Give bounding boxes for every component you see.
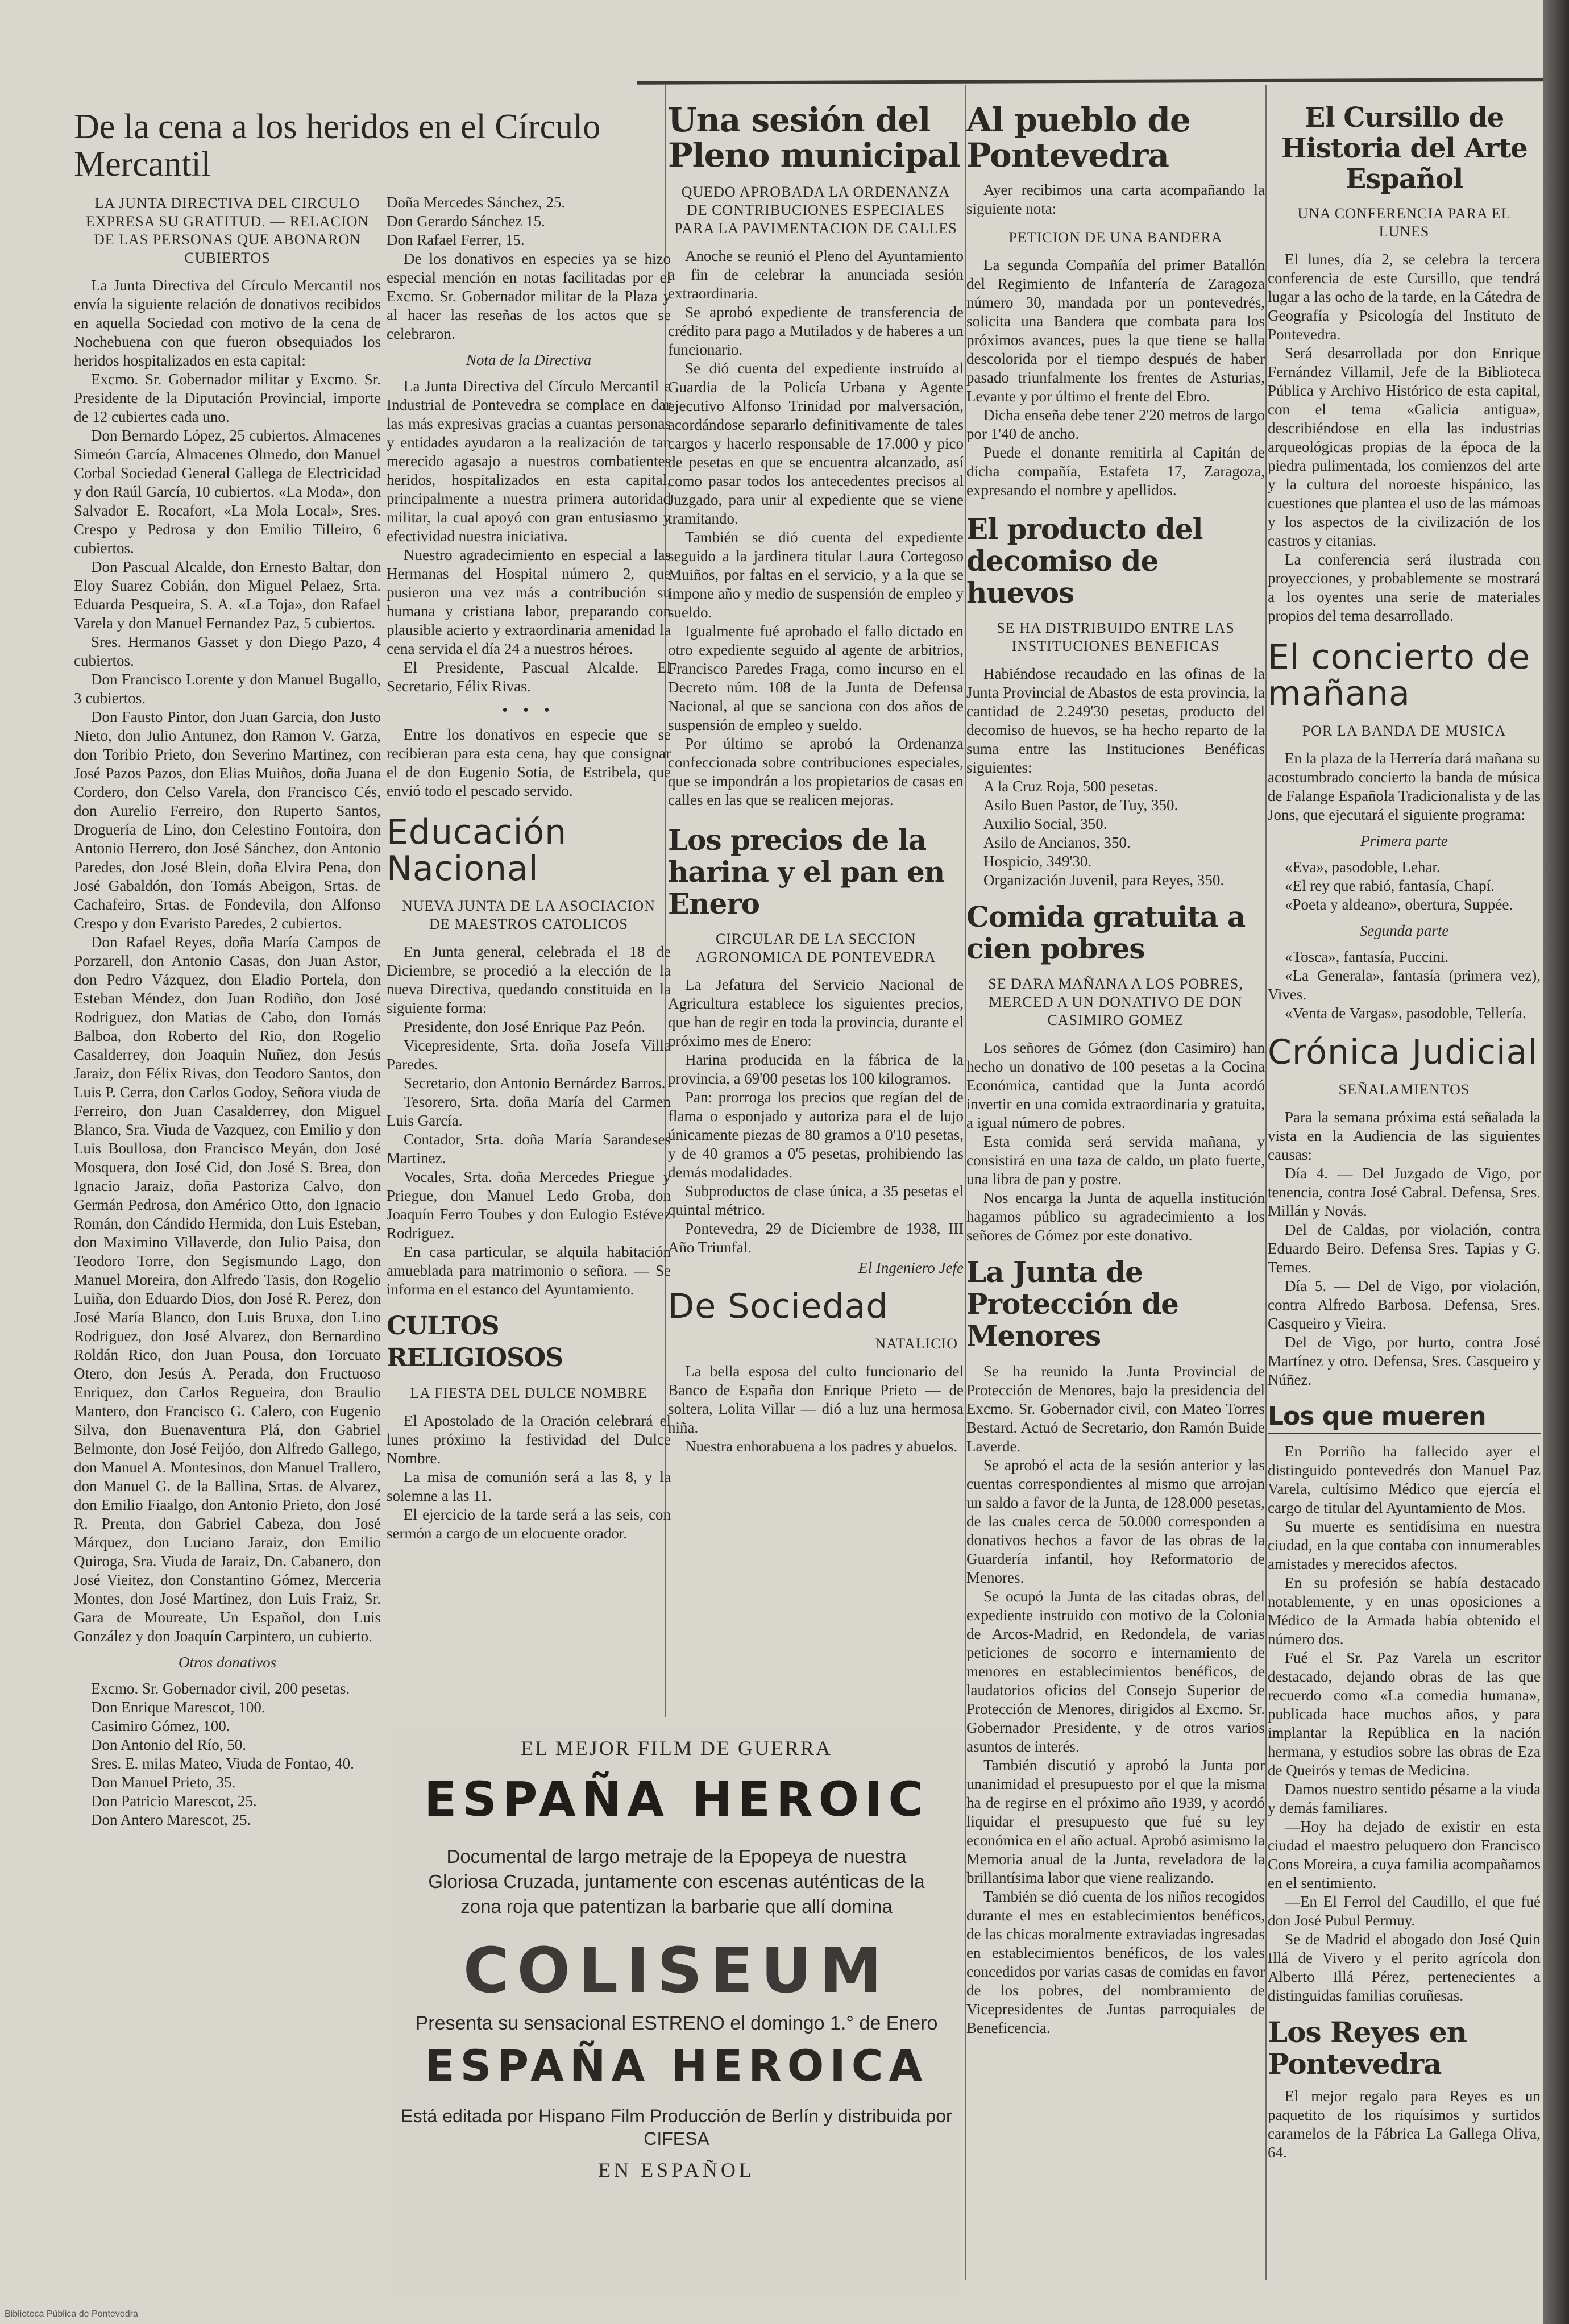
article-subtitle-harina: CIRCULAR DE LA SECCION AGRONOMICA DE PONTEVEDRA [695, 931, 936, 965]
article-body-circulo [74, 276, 381, 1829]
paragraph: De los donativos en especies ya se hizo especial mención en notas facilitadas por el Excmo. Sr. Gobernador militar de la Plaza y al hacer las reseñas de los actos que se celebraron. [387, 250, 671, 342]
program-item: «Poeta y aldeano», obertura, Suppée. [1285, 896, 1513, 913]
paragraph: Don Manuel Prieto, 35. [91, 1774, 236, 1791]
paragraph: Se ocupó la Junta de las citadas obras, del expediente instruido con motivo de la Colonia de Arcos-Madrid, en Redondela, de varias peticiones de socorro e internamiento de menores en establecimientos benéficos, de laudatorios oficios del Consejo Superior de Protección de Menores, dirigidos al Excmo. Sr. Gobernador Presidente, y de otros varios asuntos de interés. [966, 1588, 1265, 1755]
ad-description: Documental de largo metraje de la Epopeya de nuestra Gloriosa Cruzada, juntamente con escenas auténticas de la zona roja que patentizan la barbarie que allí domina [428, 1846, 925, 1917]
paragraph: Organización Juvenil, para Reyes, 350. [983, 872, 1225, 889]
scan-edge [1543, 0, 1569, 2324]
paragraph: Entre los donativos en especie que se recibieran para esta cena, hay que consignar el de don Eugenio Sotia, de Estribela, que envió todo el pescado servido. [387, 726, 671, 799]
paragraph: En Junta general, celebrada el 18 de Diciembre, se procedió a la elección de la nueva Directiva, quedando constituida en la siguiente forma: [387, 943, 671, 1016]
paragraph: Harina producida en la fábrica de la provincia, a 69'00 pesetas los 100 kilogramos. [668, 1051, 964, 1087]
paragraph: Don Enrique Marescot, 100. [91, 1699, 265, 1716]
article-subtitle-sociedad: NATALICIO [875, 1335, 958, 1352]
paragraph: Don Antonio del Río, 50. [91, 1736, 247, 1753]
article-subtitle-bandera: PETICION DE UNA BANDERA [1008, 229, 1223, 246]
ad-film-title-2: ESPAÑA HEROICA [425, 2040, 928, 2091]
paragraph: Don Rafael Reyes, doña María Campos de Porzarell, don Antonio Casas, don Juan Astor, don Pedro Vázquez, don Eladio Portela, don Esteban Méndez, don Juan Rodiño, don José Rodriguez, don Matias de Cabo, don Tomás Balboa, don Roberto del Rio, don Rogelio Casalderrey, don Joaquin Nuñez, don Jesús Jaraiz, don Félix Rivas, don Teodoro Santos, don Luis P. Cerra, don Carlos Godoy, Señora viuda de Ferreiro, don Juan Casalderrey, don Miguel Blanco, Sra. Viuda de Vazquez, con Emilio y don Luis Boullosa, don Francisco Meyán, don José Mosquera, don José Cid, don José S. Brea, don Ignacio Jaraiz, doña Pastoriza Calvo, don Germán Pedrosa, don Américo Otto, don Ignacio Román, don Cándido Hermida, don Luis Esteban, don Maximino Villaverde, don Julio Paisa, don Teodoro Torre, don Segismundo Lago, don Manuel Moreira, don Alfredo Tasis, don Rogelio Luiña, don Eduardo Dios, don José R. Perez, don José María Blanco, don Luis Bruxa, don Lino Rodriguez, don José Alvarez, don Bernardino Roldán Rico, don Juan Pousa, don Torcuato Otero, don Jesús A. Perada, don Fructuoso Enriquez, don Carlos Regueira, don Braulio Mantero, don Francisco G. Calero, con Eugenio Silva, don Buenaventura Plá, don Gabriel Belmonte, don José Feijóo, don Alfredo Gallego, don Manuel A. Montesinos, don Manuel Trallero, don Manuel G. de la Ballina, Srtas. de Alvarez, don Emilio Fiaalgo, don Antonio Prieto, don José R. Prenta, don Gabriel Cabeza, don José Márquez, don Luciano Jaraiz, don Emilio Quiroga, Sra. Viuda de Jaraiz, Dn. Cabanero, don José Vieitez, don Constantino Gómez, Merceria Montes, don José Martinez, don Luis Fraiz, Sr. Gara de Moureate, Un Español, don Luis González y don Joaquín Carpintero, un cubierto. [74, 933, 381, 1645]
paragraph: Fué el Sr. Paz Varela un escritor destacado, dejando obras de las que recuerdo como «La comedia humana», publicada hace muchos años, y para implantar la República en la nación hermana, y estudios sobre las obras de Eza de Queirós y temas de Medicina. [1268, 1649, 1541, 1779]
paragraph: Habiéndose recaudado en las ofinas de la Junta Provincial de Abastos de esta provincia, la cantidad de 2.249'30 pesetas, producto del decomiso de huevos, se ha hecho reparto de la suma entre las Instituciones Benéficas siguientes: [966, 665, 1265, 776]
top-rule [637, 78, 1543, 85]
article-title-circulo: De la cena a los heridos en el Círculo Mercantil [74, 107, 601, 184]
paragraph: Se dió cuenta del expediente instruído al Guardia de la Policía Urbana y Agente ejecutivo Alfonso Trinidad por malversación, acordándose separarlo definitivamente de tales cargos y hacerlo responsable de 17.000 y pico de pesetas en que se encuentra alcanzado, así como pasar todos los antecedentes precisos al Juzgado, para unir al expediente que se viene tramitando. [668, 360, 964, 527]
paragraph: Nos encarga la Junta de aquella institución hagamos público su agradecimiento a los señores de Gómez por este donativo. [966, 1189, 1265, 1244]
article-title-cultos: CULTOS RELIGIOSOS [387, 1312, 563, 1372]
paragraph: Del de Caldas, por violación, contra Eduardo Beiro. Defensa Sres. Tapias y G. Temes. [1268, 1221, 1541, 1276]
program-item: «Tosca», fantasía, Puccini. [1285, 948, 1449, 965]
paragraph: Excmo. Sr. Gobernador militar y Excmo. Sr. Presidente de la Diputación Provincial, importe de 12 cubiertes cada uno. [74, 371, 381, 425]
paragraph: En la plaza de la Herrería dará mañana su acostumbrado concierto la banda de música de Falange Española Tradicionalista y de las Jons, que ejecutará el siguiente programa: [1268, 750, 1541, 823]
program-item: «Venta de Vargas», pasodoble, Tellería. [1285, 1005, 1526, 1022]
article-subtitle-huevos: SE HA DISTRIBUIDO ENTRE LAS INSTITUCIONES BENEFICAS [997, 620, 1235, 654]
paragraph: Vicepresidente, Srta. doña Josefa Villa Paredes. [387, 1037, 671, 1073]
paragraph: Sres. Hermanos Gasset y don Diego Pazo, 4 cubiertos. [74, 633, 381, 669]
paragraph: Don Fausto Pintor, don Juan Garcia, don Justo Nieto, don Julio Antunez, don Ramon V. Garza, don Toribio Prieto, don Severino Martinez, con José Pazos Pazos, don Elias Muiños, doña Juana Cordero, don Celso Varela, don Francisco Cés, don Aurelio Ferreiro, don Ruperto Santos, Droguería de Lino, don Celestino Fontoira, don Antonio Herrero, don José Sánchez, don Antonio Paredes, don José Blein, doña Elvira Pena, don José Gabaldón, don Tomás Abeigon, Srtas. de Cachafeiro, Srtas. de Fondevila, don Alfonso Crespo y don Evaristo Paredes, 2 cubiertos. [74, 708, 381, 932]
paragraph: La Junta Directiva del Círculo Mercantil e Industrial de Pontevedra se complace en dar las más expresivas gracias a cuantas personas y entidades ayudaron a la realización de tan merecido agasajo a nuestros combatientes heridos, hospitalizados en esta capital, principalmente a nuestra primera autoridad militar, la cual apoyó con gran entusiasmo y efectividad nuestra iniciativa. [387, 377, 671, 545]
paragraph: En su profesión se había destacado notablemente, y en unas oposiciones a Médico de la Armada había obtenido el número dos. [1268, 1574, 1541, 1647]
article-title-concierto: El concierto de mañana [1268, 637, 1530, 713]
article-subtitle-judicial: SEÑALAMIENTOS [1338, 1081, 1470, 1098]
article-subtitle-pleno: QUEDO APROBADA LA ORDENANZA DE CONTRIBUCIONES ESPECIALES PARA LA PAVIMENTACION DE CALLES [674, 184, 957, 236]
paragraph: Don Rafael Ferrer, 15. [387, 231, 525, 248]
paragraph: Tesorero, Srta. doña María del Carmen Luis García. [387, 1093, 671, 1129]
paragraph: También se dió cuenta del expediente seguido a la jardinera titular Laura Cortegoso Muiños, por faltas en el servicio, y a la que se impone año y medio de suspensión de empleo y sueldo. [668, 529, 964, 621]
paragraph: Doña Mercedes Sánchez, 25. [387, 194, 566, 211]
paragraph: Pontevedra, 29 de Diciembre de 1938, III Año Triunfal. [668, 1220, 964, 1256]
paragraph: Nuestra enhorabuena a los padres y abuelos. [685, 1438, 958, 1455]
column-4 [966, 102, 1265, 2049]
column-divider [1265, 85, 1267, 2280]
paragraph: Puede el donante remitirla al Capitán de dicha compañía, Estafeta 17, Zaragoza, expresando el nombre y apellidos. [966, 444, 1265, 499]
column-2 [387, 193, 671, 1554]
paragraph: Vocales, Srta. doña Mercedes Priegue y Priegue, don Manuel Ledo Groba, don Joaquín Ferro Toubes y don Eulogio Estévez Rodriguez. [387, 1168, 671, 1242]
paragraph: También se dió cuenta de los niños recogidos durante el mes en establecimientos benéficos, de las chicas moralmente extraviadas ingresadas en establecimientos benéficos, de los vales concedidos por varias casas de comidas en favor de los pobres, del nombramiento de Vicepresidentes de Juntas parroquiales de Beneficencia. [966, 1888, 1265, 2036]
paragraph: Auxilio Social, 350. [983, 815, 1107, 832]
paragraph: Sres. E. milas Mateo, Viuda de Fontao, 40. [91, 1755, 354, 1772]
paragraph: La misa de comunión será a las 8, y la solemne a las 11. [387, 1468, 671, 1504]
paragraph: Don Antero Marescot, 25. [91, 1811, 251, 1828]
paragraph: Ayer recibimos una carta acompañando la siguiente nota: [966, 181, 1265, 217]
paragraph: Esta comida será servida mañana, y consistirá en una taza de caldo, un plato fuerte, una libra de pan y postre. [966, 1133, 1265, 1188]
column-3 [668, 102, 964, 1467]
article-subtitle-comida: SE DARA MAÑANA A LOS POBRES, MERCED A UN DONATIVO DE DON CASIMIRO GOMEZ [988, 976, 1243, 1028]
paragraph: Por último se aprobó la Ordenanza confeccionada sobre contribuciones especiales, que se impondrán a los propietarios de casas en calles en las que se realicen mejoras. [668, 735, 964, 808]
paragraph: Don Patricio Marescot, 25. [91, 1792, 257, 1810]
article-subtitle-cultos: LA FIESTA DEL DULCE NOMBRE [410, 1385, 647, 1401]
paragraph: Secretario, don Antonio Bernárdez Barros. [404, 1074, 666, 1092]
paragraph: —En El Ferrol del Caudillo, el que fué don José Pubul Permuy. [1268, 1893, 1541, 1929]
article-title-educacion: Educación Nacional [387, 812, 567, 889]
paragraph: La conferencia será ilustrada con proyecciones, y probablemente se mostrará a los oyentes una serie de materiales propios del tema desarrollado. [1268, 551, 1541, 624]
article-title-pueblo: Al pueblo de Pontevedra [966, 102, 1190, 175]
program-heading-segunda: Segunda parte [1359, 922, 1449, 939]
paragraph: El mejor regalo para Reyes es un paquetito de los riquísimos y surtidos caramelos de la Fábrica La Gallega Oliva, 64. [1268, 2088, 1541, 2161]
ad-premiere: Presenta su sensacional ESTRENO el domingo 1.° de Enero [415, 2012, 938, 2034]
ad-language: EN ESPAÑOL [598, 2159, 755, 2181]
article-subtitle-educacion: NUEVA JUNTA DE LA ASOCIACION DE MAESTROS CATOLICOS [402, 898, 655, 932]
article-subtitle-concierto: POR LA BANDA DE MUSICA [1302, 723, 1506, 739]
paragraph: Anoche se reunió el Pleno del Ayuntamiento a fin de celebrar la anunciada sesión extraordinaria. [668, 247, 964, 302]
article-title-huevos: El producto del decomiso de huevos [966, 512, 1203, 609]
column-divider [965, 85, 966, 2280]
section-heading-otros-donativos: Otros donativos [178, 1654, 277, 1671]
paragraph: También discutió y aprobó la Junta por unanimidad el presupuesto por el que la misma ha de regirse en el próximo año 1939, y acordó liquidar el presupuesto que fué su ley económica en el año actual. Aprobó asimismo la Memoria anual de la Junta, reveladora de la brillantísima labor que viene realizando. [966, 1757, 1265, 1886]
paragraph: Se aprobó el acta de la sesión anterior y las cuentas correspondientes al mismo que arrojan un saldo a favor de la Junta, de 128.000 pesetas, de las cuales cerca de 50.000 corresponden a donativos hechos a favor de las obras de la Guardería infantil, hoy Reformatorio de Menores. [966, 1456, 1265, 1586]
paragraph: Los señores de Gómez (don Casimiro) han hecho un donativo de 100 pesetas a la Cocina Económica, cantidad que la Junta acordó invertir en una comida extraordinaria y gratuita, a igual número de pobres. [966, 1039, 1265, 1131]
article-title-harina: Los precios de la harina y el pan en Enero [668, 823, 945, 920]
paragraph: Se ha reunido la Junta Provincial de Protección de Menores, bajo la presidencia del Excmo. Sr. Gobernador civil, con Mateo Torres Bestard. Actuó de Secretario, don Ramón Buide Laverde. [966, 1363, 1265, 1455]
paragraph: El lunes, día 2, se celebra la tercera conferencia de este Cursillo, que tendrá lugar a las ocho de la tarde, en la Cátedra de Geografía y Psicología del Instituto de Pontevedra. [1268, 251, 1541, 343]
paragraph: Su muerte es sentidísima en nuestra ciudad, en la que contaba con innumerables amistades y merecidos afectos. [1268, 1518, 1541, 1572]
paragraph: Asilo de Ancianos, 350. [983, 834, 1131, 851]
section-heading-nota-directiva: Nota de la Directiva [466, 351, 592, 368]
paragraph: El ejercicio de la tarde será a las seis, con sermón a cargo de un elocuente orador. [387, 1506, 671, 1542]
paragraph: Igualmente fué aprobado el fallo dictado en otro expediente seguido al agente de arbitrios, Francisco Paredes Fraga, como incurso en el Decreto núm. 108 de la Junta de Defensa Nacional, al que se sanciona con dos años de suspensión de empleo y sueldo. [668, 622, 964, 733]
article-title-pleno: Una sesión del Pleno municipal [668, 102, 960, 175]
paragraph: La Junta Directiva del Círculo Mercantil nos envía la siguiente relación de donativos recibidos en aquella Sociedad con motivo de la cena de Nochebuena con que fueron obsequiados los heridos hospitalizados en esta capital: [74, 277, 381, 369]
article-title-reyes: Los Reyes en Pontevedra [1268, 2015, 1467, 2081]
article-title-judicial: Crónica Judicial [1268, 1032, 1538, 1072]
paragraph: Se de Madrid el abogado don José Quin Illá de Vivero y el perito agrícola don Alberto Illá Pérez, pertenecientes a distinguidas familias coruñesas. [1268, 1931, 1541, 2004]
paragraph: Contador, Srta. doña María Sarandeses Martinez. [387, 1131, 671, 1167]
film-advertisement [392, 1728, 961, 2297]
program-item: «El rey que rabió, fantasía, Chapí. [1285, 877, 1495, 894]
program-heading-primera: Primera parte [1360, 832, 1448, 849]
paragraph: Don Gerardo Sánchez 15. [387, 213, 545, 230]
paragraph: Dicha enseña debe tener 2'20 metros de largo por 1'40 de ancho. [966, 406, 1265, 442]
paragraph: Don Pascual Alcalde, don Ernesto Baltar, don Eloy Suarez Cobián, don Miguel Pelaez, Srta. Eduarda Pesqueira, S. A. «La Toja», don Rafael Varela y don Manuel Fernandez Paz, 5 cubiertos. [74, 558, 381, 632]
paragraph: Casimiro Gómez, 100. [91, 1717, 230, 1734]
paragraph: Del de Vigo, por hurto, contra José Martínez y otro. Defensa, Sres. Casqueiro y Núñez. [1268, 1334, 1541, 1388]
paragraph: Hospicio, 349'30. [983, 853, 1092, 870]
paragraph: Pan: prorroga los precios que regían del de flama o esponjado y autoriza para el de lujo únicamente piezas de 80 gramos a 0'10 pesetas, y de 40 gramos a 0'5 pesetas, prohibiendo las demás modalidades. [668, 1089, 964, 1181]
article-subtitle-cursillo: UNA CONFERENCIA PARA EL LUNES [1297, 205, 1511, 240]
program-item: «La Generala», fantasía (primera vez), Vives. [1268, 967, 1541, 1003]
paragraph: A la Cruz Roja, 500 pesetas. [983, 778, 1158, 795]
program-item: «Eva», pasodoble, Lehar. [1285, 858, 1441, 875]
paragraph: Día 4. — Del Juzgado de Vigo, por tenencia, contra José Cabral. Defensa, Sres. Millán y Novás. [1268, 1165, 1541, 1219]
paragraph: Asilo Buen Pastor, de Tuy, 350. [983, 796, 1178, 814]
ad-cinema-name: COLISEUM [463, 1934, 890, 2007]
paragraph: Nuestro agradecimiento en especial a las Hermanas del Hospital número 2, que pusieron una vez más a contribución su humana y cristiana labor, preparando con plausible acierto y extraordinaria amenidad la cena servida el día 24 a nuestros héroes. [387, 546, 671, 657]
separator-stars: • • • [502, 702, 555, 719]
paragraph: Don Francisco Lorente y don Manuel Bugallo, 3 cubiertos. [74, 671, 381, 707]
article-title-menores: La Junta de Protección de Menores [966, 1255, 1178, 1352]
paragraph: En Porriño ha fallecido ayer el distinguido pontevedrés don Manuel Paz Varela, cultísimo Médico que ejercía el cargo de titular del Ayuntamiento de Mos. [1268, 1443, 1541, 1516]
paragraph: Don Bernardo López, 25 cubiertos. Almacenes Simeón García, Almacenes Olmedo, don Manuel Corbal Sociedad General Gallega de Electricidad y don Raúl García, 10 cubiertos. «La Moda», don Salvador E. Rocafort, «La Mola Local», Sres. Crespo y Pedrosa y don Emilio Tilleiro, 6 cubiertos. [74, 427, 381, 557]
paragraph: El Apostolado de la Oración celebrará el lunes próximo la festividad del Dulce Nombre. [387, 1412, 671, 1467]
article-title-comida: Comida gratuita a cien pobres [966, 900, 1246, 965]
article-subtitle-circulo: LA JUNTA DIRECTIVA DEL CIRCULO EXPRESA SU GRATITUD. — RELACION DE LAS PERSONAS QUE ABONARON CUBIERTOS [85, 195, 370, 266]
paragraph: Damos nuestro sentido pésame a la viuda y demás familiares. [1268, 1781, 1541, 1816]
article-title-sociedad: De Sociedad [668, 1287, 889, 1326]
paragraph: —Hoy ha dejado de existir en esta ciudad el maestro peluquero don Francisco Cons Moreira, a cuya familia acompañamos en el sentimiento. [1268, 1818, 1541, 1891]
paragraph: La segunda Compañía del primer Batallón del Regimiento de Infantería de Zaragoza número 30, mandada por un pontevedrés, solicita una Bandera que combata para los próximos avances, pues la que tiene se halla descolorida por el tiempo después de haber pasado triunfalmente los frentes de Asturias, Levante y por último el frente del Ebro. [966, 256, 1265, 405]
paragraph: Presidente, don José Enrique Paz Peón. [404, 1018, 646, 1035]
signature: El Ingeniero Jefe [858, 1259, 964, 1276]
paragraph: Para la semana próxima está señalada la vista en la Audiencia de las siguientes causas: [1268, 1109, 1541, 1163]
article-title-cursillo: El Cursillo de Historia del Arte Español [1281, 102, 1528, 195]
ad-credit: Está editada por Hispano Film Producción de Berlín y distribuida por CIFESA [401, 2106, 952, 2149]
paragraph: Excmo. Sr. Gobernador civil, 200 pesetas. [91, 1680, 350, 1697]
article-title-mueren: Los que mueren [1268, 1401, 1541, 1434]
paragraph: Será desarrollada por don Enrique Fernández Villamil, Jefe de la Biblioteca Pública y Archivo Histórico de esta capital, con el tema «Galicia antigua», describiéndose en ella las industrias arqueológicas propias de la época de la piedra pulimentada, los comienzos del arte y la cultura del noroeste hispánico, las cuestiones que plantea el uso de las mámoas y los aspectos de la civilización de los castros y citanias. [1268, 345, 1541, 549]
column-5 [1268, 102, 1541, 2173]
ad-tagline: EL MEJOR FILM DE GUERRA [521, 1737, 832, 1759]
paragraph: Día 5. — Del de Vigo, por violación, contra Alfredo Barbosa. Defensa, Sres. Casqueiro y Vieira. [1268, 1277, 1541, 1332]
paragraph: Se aprobó expediente de transferencia de crédito para pago a Mutilados y de haberes a un funcionario. [668, 304, 964, 358]
paragraph: En casa particular, se alquila habitación amueblada para matrimonio o señora. — Se informa en el estanco del Ayuntamiento. [387, 1243, 671, 1298]
paragraph: La bella esposa del culto funcionario del Banco de España don Enrique Prieto — de soltera, Lolita Villar — dió a luz una hermosa niña. [668, 1363, 964, 1436]
library-credit: Biblioteca Pública de Pontevedra [5, 2309, 138, 2319]
paragraph: El Presidente, Pascual Alcalde. El Secretario, Félix Rivas. [387, 659, 671, 695]
paragraph: Subproductos de clase única, a 35 pesetas el quintal métrico. [668, 1182, 964, 1218]
paragraph: La Jefatura del Servicio Nacional de Agricultura establece los siguientes precios, que han de regir en toda la provincia, durante el próximo mes de Enero: [668, 976, 964, 1049]
ad-film-title: ESPAÑA HEROIC [424, 1771, 929, 1827]
